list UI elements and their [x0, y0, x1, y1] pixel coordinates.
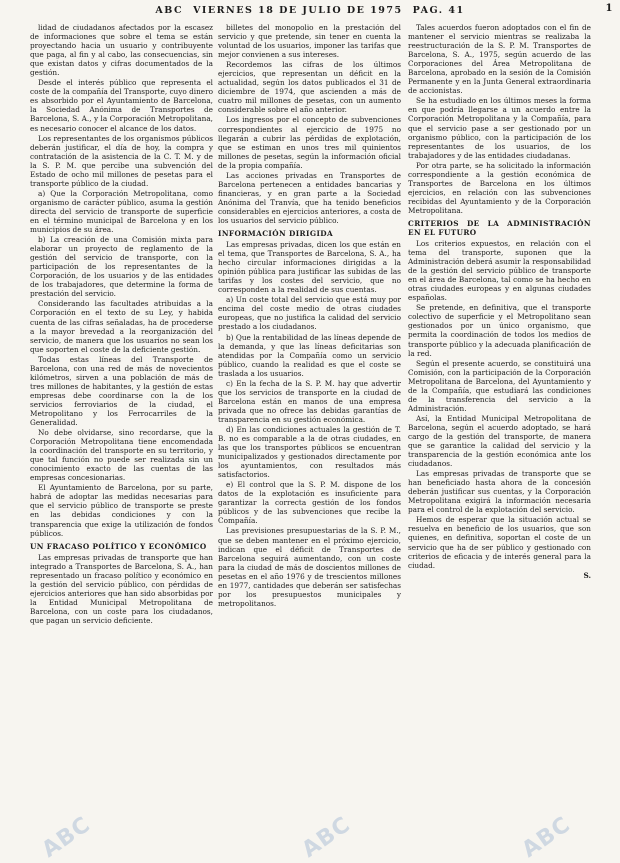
paragraph: Los criterios expuestos, en relación con el tema del transporte, suponen que la Administración deberá asumir la responsabilidad de la gestión del servicio público de transporte en el área de Barcelona, tal como se ha hecho en otras ciudades europeas y en algunas ciudades españolas. [408, 238, 591, 303]
paragraph: Se ha estudiado en los últimos meses la forma en que podría llegarse a un acuerdo entre la Corporación Metropolitana y la Compañía, para que el servicio pase a ser gestionado por un organismo público, con la participación de los representantes de los usuarios, de los trabajadores y de las entidades ciudadanas. [408, 96, 591, 160]
paragraph: El Ayuntamiento de Barcelona, por su parte, habrá de adoptar las medidas necesarias para que el servicio público de transporte se preste en las debidas condiciones y con la transparencia que exige la utilización de fondos públicos. [30, 483, 213, 538]
paragraph: a) Que la Corporación Metropolitana, como organismo de carácter público, asuma la gestión directa del servicio de transporte de superficie en el término municipal de Barcelona y en los municipios de su área. [30, 188, 213, 235]
page-label: PAG. 41 [412, 5, 465, 16]
paragraph: b) Que la rentabilidad de las líneas depende de la demanda, y que las líneas deficitarias son atendidas por la Compañía como un servicio público, cuando la realidad es que el coste se traslada a los usuarios. [218, 332, 401, 378]
column-3 [408, 23, 591, 851]
section-heading: INFORMACIÓN DIRIGIDA [218, 229, 334, 239]
paragraph: Hemos de esperar que la situación actual se resuelva en beneficio de los usuarios, que son quienes, en definitiva, soportan el coste de un servicio que ha de ser público y gestionado con criterios de eficacia y de interés general para la ciudad. [408, 515, 591, 570]
watermark: ABC [37, 812, 96, 863]
watermark: ABC [517, 812, 576, 863]
paragraph: Según el presente acuerdo, se constituirá una Comisión, con la participación de la Corporación Metropolitana de Barcelona, del Ayuntamiento y de la Compañía, que estudiará las condiciones de la transferencia del servicio a la Administración. [408, 358, 591, 413]
paragraph: Las acciones privadas en Transportes de Barcelona pertenecen a entidades bancarias y financieras, y en gran parte a la Sociedad Anónima del Tranvía, que ha tenido beneficios considerables en ejercicios anteriores, a costa de los usuarios del servicio público. [218, 170, 401, 225]
paragraph: Por otra parte, se ha solicitado la información correspondiente a la gestión económica de Transportes de Barcelona en los últimos ejercicios, en relación con las subvenciones recibidas del Ayuntamiento y de la Corporación Metropolitana. [408, 160, 591, 215]
paragraph: d) En las condiciones actuales la gestión de T. B. no es comparable a la de otras ciudades, en las que los transportes públicos se encuentran municipalizados y gestionados directamente por los ayuntamientos, con resultados más satisfactorios. [218, 424, 401, 480]
paragraph: Las previsiones presupuestarias de la S. P. M., que se deben mantener en el próximo ejercicio, indican que el déficit de Transportes de Barcelona seguirá aumentando, con un coste para la ciudad de más de doscientos millones de pesetas en el año 1976 y de trescientos millones en 1977, cantidades que deberán ser satisfechas por los presupuestos municipales y metropolitanos. [218, 526, 401, 608]
paragraph: Considerando las facultades atribuidas a la Corporación en el texto de su Ley, y habida cuenta de las cifras señaladas, ha de procederse a la mayor brevedad a la reorganización del servicio, de manera que los usuarios no sean los que soporten el coste de la deficiente gestión. [30, 299, 213, 354]
paragraph: e) El control que la S. P. M. dispone de los datos de la explotación es insuficiente para garantizar la correcta gestión de los fondos públicos y de las subvenciones que recibe la Compañía. [218, 480, 401, 526]
paragraph: Así, la Entidad Municipal Metropolitana de Barcelona, según el acuerdo adoptado, se hará cargo de la gestión del transporte, de manera que se garantice la calidad del servicio y la transparencia de la gestión económica ante los ciudadanos. [408, 413, 591, 469]
signature: S. [583, 570, 591, 580]
page-number: 1 [605, 3, 614, 14]
paragraph: Los ingresos por el concepto de subvenciones correspondientes al ejercicio de 1975 no llegarán a cubrir las pérdidas de explotación, que se estiman en unos tres mil quinientos millones de pesetas, según la información oficial de la propia compañía. [218, 115, 401, 170]
column-2 [218, 23, 401, 851]
paragraph: c) En la fecha de la S. P. M. hay que advertir que los servicios de transporte en la ciudad de Barcelona están en manos de una empresa privada que no ofrece las debidas garantías de transparencia en su gestión económica. [218, 378, 401, 424]
newspaper-name: ABC [155, 5, 184, 16]
paragraph: billetes del monopolio en la prestación del servicio y que pretende, sin tener en cuenta la voluntad de los usuarios, imponer las tarifas que mejor convienen a sus intereses. [218, 23, 401, 60]
paragraph: Todas estas líneas del Transporte de Barcelona, con una red de más de novecientos kilómetros, sirven a una población de más de tres millones de habitantes, y la gestión de estas empresas debe coordinarse con la de los servicios ferroviarios de la ciudad, el Metropolitano y los Ferrocarriles de la Generalidad. [30, 354, 213, 428]
paragraph: Los representantes de los organismos públicos deberán justificar, el día de hoy, la compra y contratación de la asistencia de la C. T. M. y de la S. P. M. que percibe una subvención del Estado de ocho mil millones de pesetas para el transporte público de la ciudad. [30, 133, 213, 188]
paragraph: Las empresas privadas de transporte que han integrado a Transportes de Barcelona, S. A., han representado un fracaso político y económico en la gestión del servicio público, con pérdidas de ejercicios anteriores que han sido absorbidas por la Entidad Municipal Metropolitana de Barcelona, con un coste para los ciudadanos, que pagan un servicio deficiente. [30, 552, 213, 625]
column-1 [30, 23, 213, 851]
paragraph: lidad de ciudadanos afectados por la escasez de informaciones que sobre el tema se están proyectando hacia un usuario y contribuyente que paga, al fin y al cabo, las consecuencias, sin que existan datos y cifras documentados de la gestión. [30, 23, 213, 78]
paragraph: Las empresas privadas de transporte que se han beneficiado hasta ahora de la concesión deberán justificar sus cuentas, y la Corporación Metropolitana exigirá la información necesaria para el control de la explotación del servicio. [408, 469, 591, 515]
paragraph: Tales acuerdos fueron adoptados con el fin de mantener el servicio mientras se realizaba la reestructuración de la S. P. M. Transportes de Barcelona, S. A., 1975, según acuerdo de las Corporaciones del Área Metropolitana de Barcelona, aprobado en la sesión de la Comisión Permanente y en la Junta General extraordinaria de accionistas. [408, 23, 591, 96]
paragraph: a) Un coste total del servicio que está muy por encima del coste medio de otras ciudades europeas, que no justifica la calidad del servicio prestado a los ciudadanos. [218, 295, 401, 332]
page-header [30, 3, 614, 23]
paragraph: Se pretende, en definitiva, que el transporte colectivo de superficie y el Metropolitano sean gestionados por un único organismo, que permita la coordinación de todos los medios de transporte público y la adecuada planificación de la red. [408, 303, 591, 358]
paragraph: Desde el interés público que representa el coste de la compañía del Transporte, cuyo dinero es absorbido por el Ayuntamiento de Barcelona, la Sociedad Anónima de Transportes de Barcelona, S. A., y la Corporación Metropolitana, es necesario conocer el alcance de los datos. [30, 78, 213, 133]
paragraph: No debe olvidarse, sino recordarse, que la Corporación Metropolitana tiene encomendada la coordinación del transporte en su territorio, y que tal función no puede ser realizada sin un conocimiento exacto de las cuentas de las empresas concesionarias. [30, 428, 213, 483]
watermark: ABC [297, 812, 356, 863]
paragraph: Las empresas privadas, dicen los que están en el tema, que Transportes de Barcelona, S. A., ha hecho circular informaciones dirigidas a la opinión pública para justificar las subidas de las tarifas y los costes del servicio, que no corresponden a la realidad de sus cuentas. [218, 240, 401, 295]
section-heading: UN FRACASO POLÍTICO Y ECONÓMICO [30, 541, 207, 551]
paragraph: b) La creación de una Comisión mixta para elaborar un proyecto de reglamento de la gestión del servicio de transporte, con la participación de los representantes de la Corporación, de los usuarios y de las entidades de los trabajadores, que determine la forma de prestación del servicio. [30, 235, 213, 299]
issue-date: VIERNES 18 DE JULIO DE 1975 [193, 5, 403, 16]
paragraph: Recordemos las cifras de los últimos ejercicios, que representan un déficit en la actualidad, según los datos publicados el 31 de diciembre de 1974, que ascienden a más de cuatro mil millones de pesetas, con un aumento considerable sobre el año anterior. [218, 60, 401, 115]
section-heading: CRITERIOS DE LA ADMINISTRACIÓN EN EL FUTURO [408, 218, 591, 237]
